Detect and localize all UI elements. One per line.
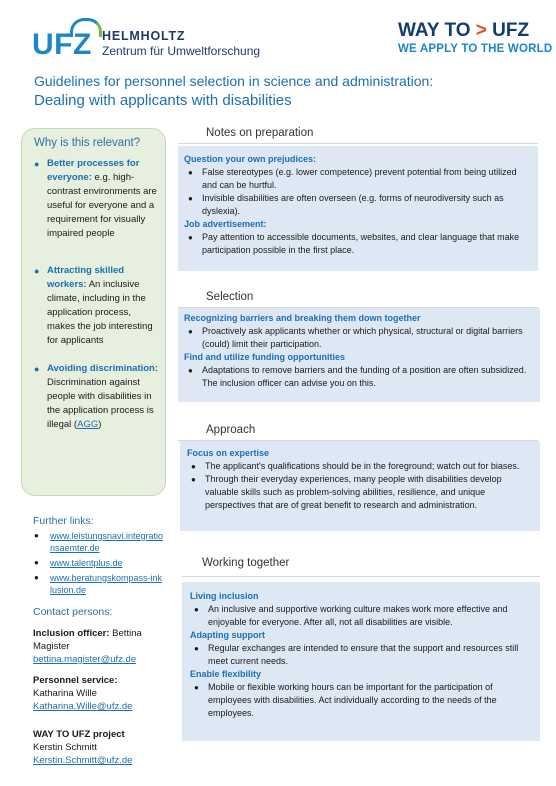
helmholtz-label: HELMHOLTZ xyxy=(102,29,186,43)
bullet-icon: ● xyxy=(191,462,196,471)
relevance-title: Why is this relevant? xyxy=(34,137,141,149)
divider xyxy=(182,576,540,577)
further-links-list xyxy=(34,530,164,599)
link-talentplus[interactable]: www.talentplus.de xyxy=(50,558,123,568)
relevance-item: ● Avoiding discrimination: Discrimination against people with disabilities in the application process is illegal (AGG) xyxy=(34,363,159,430)
bullet-icon: ● xyxy=(34,573,39,582)
bullet-icon: ● xyxy=(34,364,40,374)
bullet-icon: ● xyxy=(194,683,199,692)
zentrum-label: Zentrum für Umweltforschung xyxy=(102,44,261,58)
section-title-selection: Selection xyxy=(206,291,254,303)
bullet-icon: ● xyxy=(194,644,199,653)
ufz-arc-icon xyxy=(70,18,102,37)
link-leistungsnavi[interactable]: www.leistungsnavi.integrationsaemter.de xyxy=(50,531,164,553)
bullet-icon: ● xyxy=(194,605,199,614)
bullet-icon: ● xyxy=(34,558,39,567)
further-links-title: Further links: xyxy=(33,515,94,527)
divider xyxy=(178,143,538,144)
bullet-icon: ● xyxy=(188,327,193,336)
contact-inclusion-officer: Inclusion officer: Bettina Magister bettina.magister@ufz.de xyxy=(33,627,173,666)
relevance-item: ● Better processes for everyone: e.g. high-contrast environments are useful for everyone and a requirement for visually impaired people xyxy=(34,158,157,239)
email-link[interactable]: Katharina.Wille@ufz.de xyxy=(33,701,133,712)
way-to-ufz-logo: WAY TO > UFZ xyxy=(398,20,530,41)
bullet-icon: ● xyxy=(188,168,193,177)
ufz-logo: UFZ xyxy=(32,28,92,62)
bullet-icon: ● xyxy=(188,233,193,242)
bullet-icon: ● xyxy=(191,475,196,484)
selection-content: Recognizing barriers and breaking them down together ● Proactively ask applicants whether or which physical, structural or digital barriers (could) limit their participation. Find and utilize funding opportunities ● Adaptations to remove barriers and the funding of a position are often subsidized. The inclusion officer can advise you on this. xyxy=(184,313,527,388)
page-subtitle: Dealing with applicants with disabilities xyxy=(34,92,292,109)
preparation-content: Question your own prejudices: ● False stereotypes (e.g. lower competence) prevent potential from being utilized and can be hurtful. ● Invisible disabilities are often overseen (e.g. forms of neurodiversity such as dyslexia). Job advertisement: ● Pay attention to accessible documents, websites, and clear language that make participation possible in the first place. xyxy=(184,154,520,255)
bullet-icon: ● xyxy=(34,531,39,540)
bullet-icon: ● xyxy=(34,266,40,276)
approach-content: Focus on expertise ● The applicant's qualifications should be in the foreground; watch out for biases. ● Through their everyday experiences, many people with disabilities develop valuable skills such as problem-solving abilities, resilience, and unique perspectives that are of great benefit to research and administration. xyxy=(187,448,520,510)
link-beratungskompass[interactable]: www.beratungskompass-inklusion.de xyxy=(50,573,163,595)
contact-way-to-ufz: WAY TO UFZ project Kerstin Schmitt Kerstin.Schmitt@ufz.de xyxy=(33,728,173,767)
agg-link[interactable]: AGG xyxy=(77,419,99,430)
working-content: Living inclusion ● An inclusive and supportive working culture makes work more effective and enjoyable for everyone. After all, not all disabilities are visible. Adapting support ● Regular exchanges are intended to ensure that the support and resources still meet current needs. Enable flexibility ● Mobile or flexible working hours can be important for the participation of employees with disabilities. Act individually according to the needs of the employees. xyxy=(190,591,519,718)
bullet-icon: ● xyxy=(188,366,193,375)
relevance-item: ● Attracting skilled workers: An inclusive climate, including in the application process, makes the job interesting for applicants xyxy=(34,265,153,346)
email-link[interactable]: bettina.magister@ufz.de xyxy=(33,654,137,665)
section-title-approach: Approach xyxy=(206,424,256,436)
contact-personnel-service: Personnel service: Katharina Wille Katharina.Wille@ufz.de xyxy=(33,674,173,713)
page-title: Guidelines for personnel selection in science and administration: xyxy=(34,73,434,89)
section-title-working: Working together xyxy=(202,557,290,569)
contact-persons-title: Contact persons: xyxy=(33,606,113,618)
arrow-icon: > xyxy=(475,20,487,41)
section-title-preparation: Notes on preparation xyxy=(206,127,314,139)
bullet-icon: ● xyxy=(34,159,40,169)
way-to-ufz-slogan: WE APPLY TO THE WORLD xyxy=(398,43,553,55)
bullet-icon: ● xyxy=(188,194,193,203)
email-link[interactable]: Kerstin.Schmitt@ufz.de xyxy=(33,755,133,766)
